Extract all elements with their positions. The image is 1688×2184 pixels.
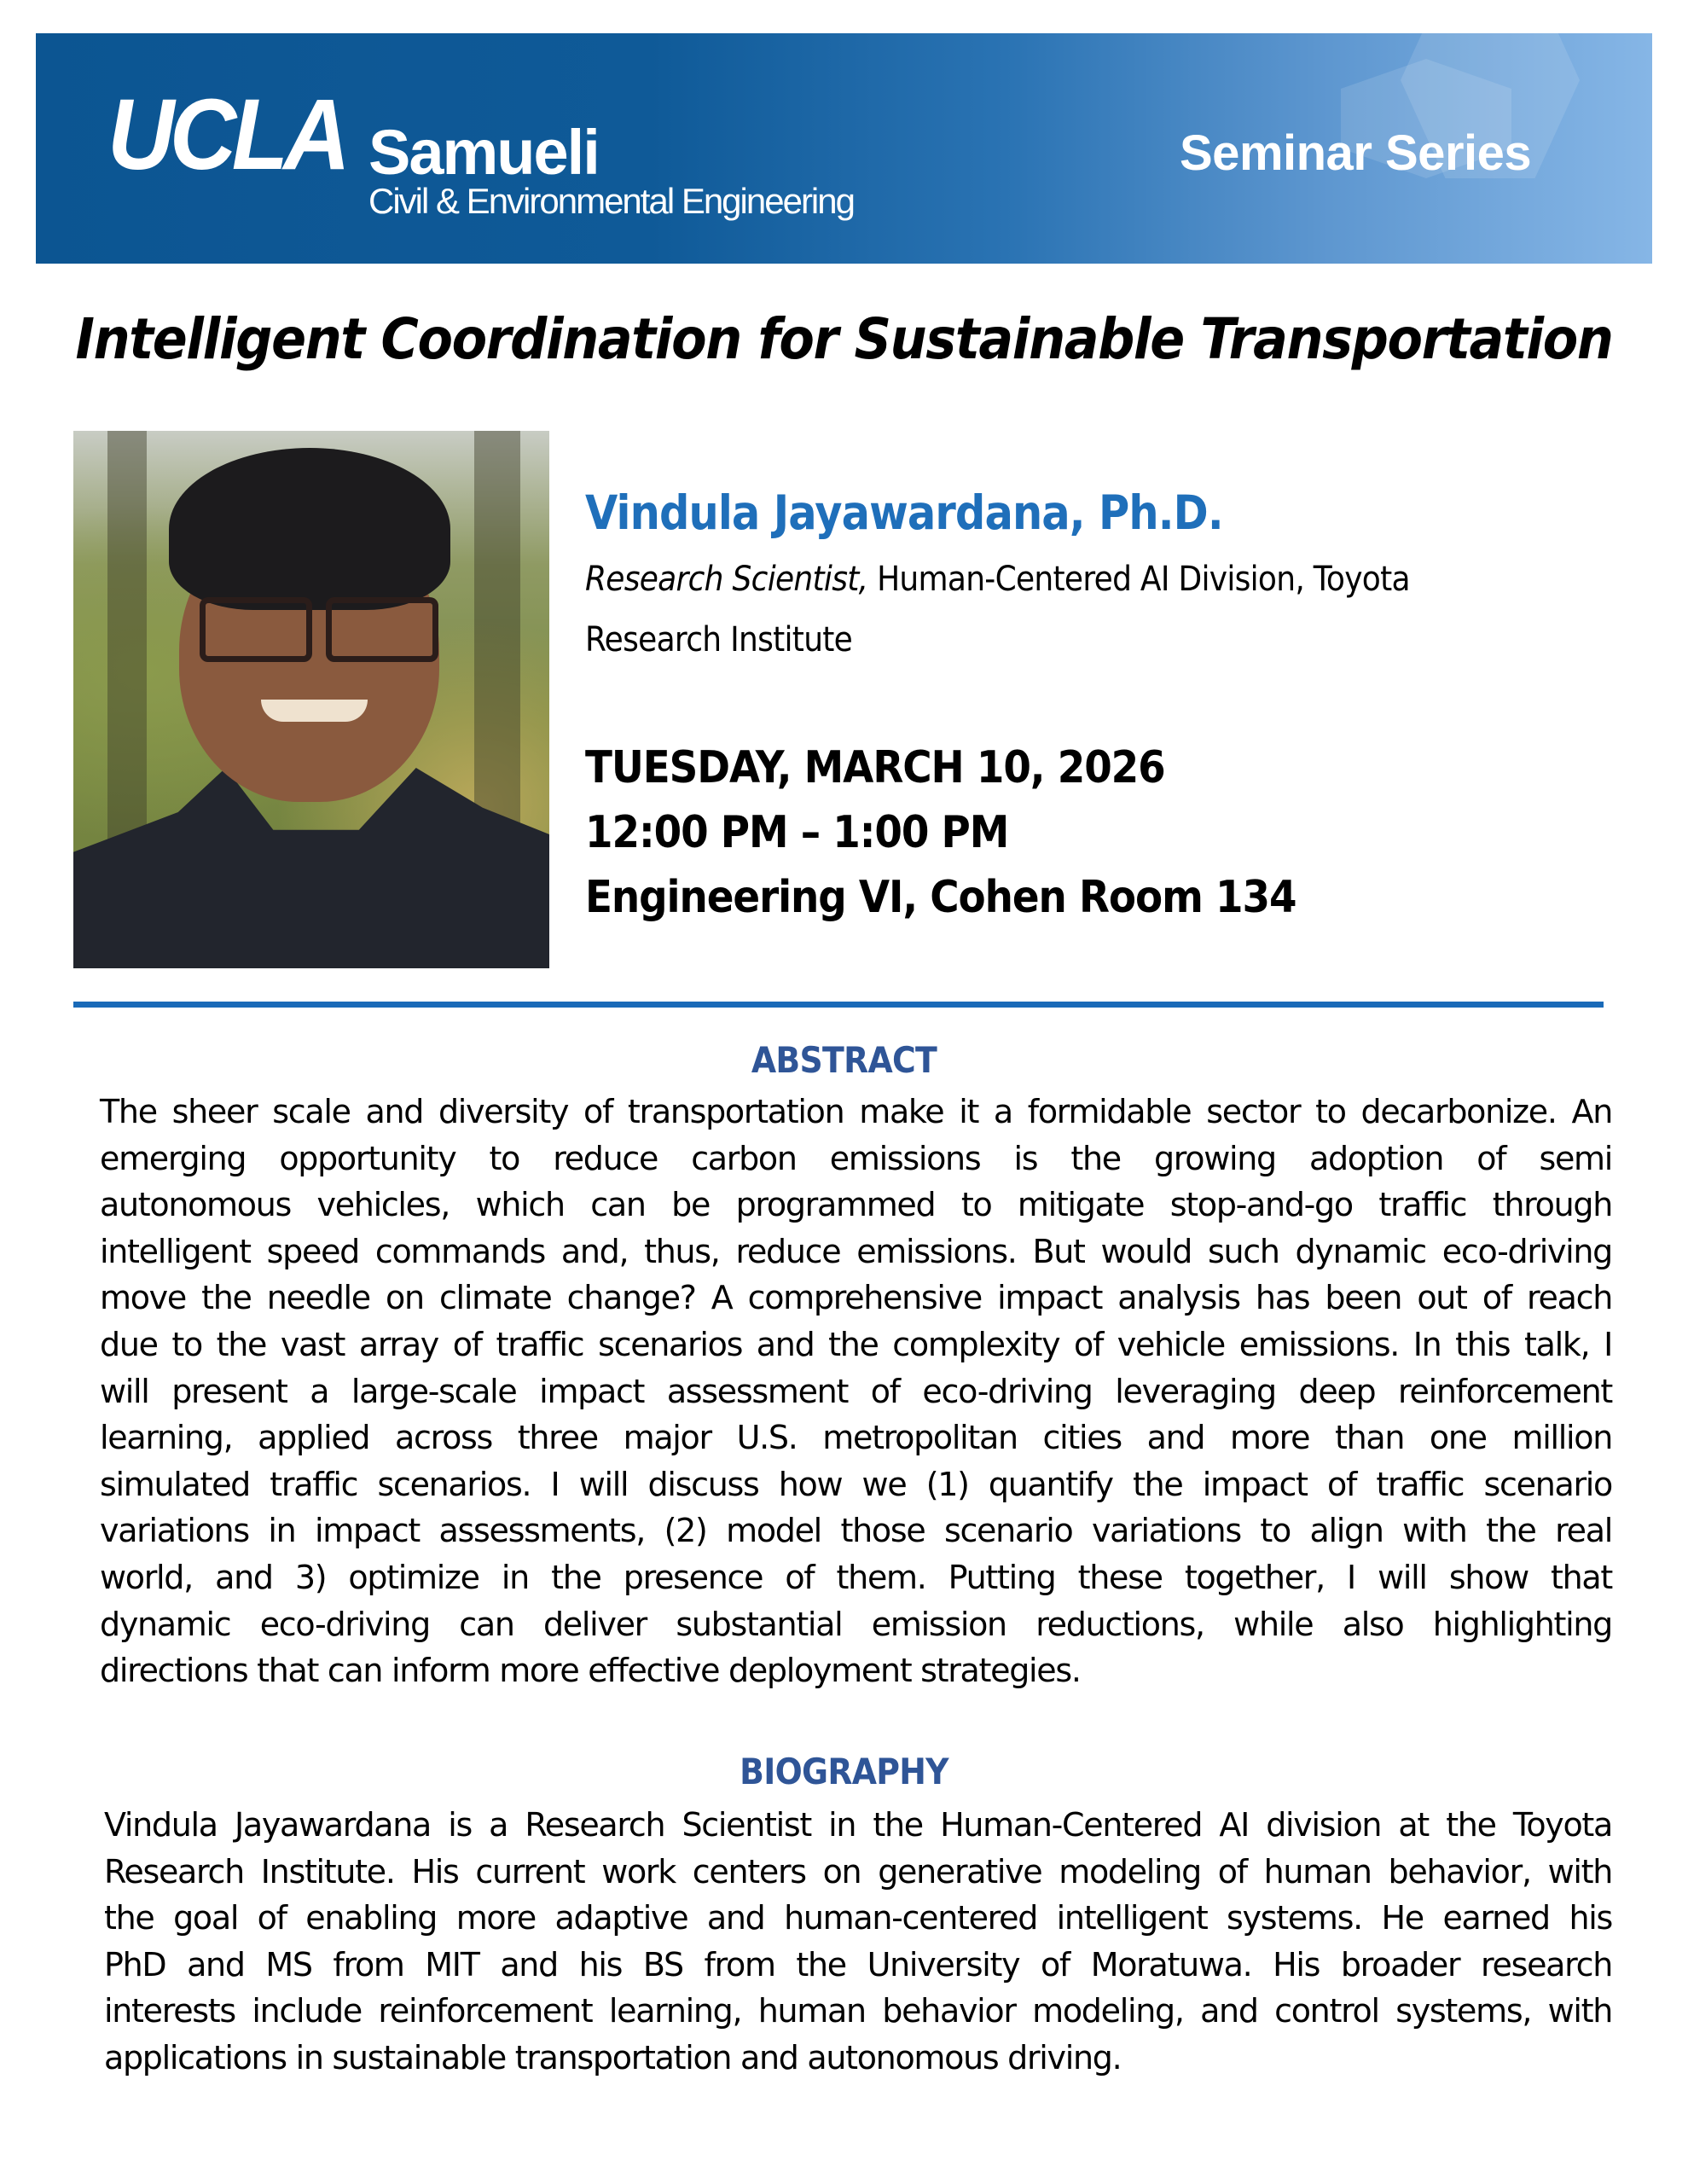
abstract-line: intelligent speed commands and, thus, reduce emissions. But would such dynamic eco-driving: [100, 1232, 1612, 1270]
event-details: [585, 735, 1296, 930]
abstract-heading: ABSTRACT: [751, 1039, 937, 1081]
abstract-line: emerging opportunity to reduce carbon emissions is the growing adoption of semi: [100, 1139, 1612, 1177]
abstract-line: autonomous vehicles, which can be programmed to mitigate stop-and-go traffic through: [100, 1186, 1612, 1224]
speaker-role: Research Scientist,: [585, 560, 868, 599]
abstract-line: simulated traffic scenarios. I will discuss how we (1) quantify the impact of traffic scenario: [100, 1465, 1612, 1503]
biography-line: applications in sustainable transportation and autonomous driving.: [104, 2038, 1122, 2077]
biography-line: Vindula Jayawardana is a Research Scientist in the Human-Centered AI division at the Toyota: [104, 1806, 1612, 1844]
event-date: TUESDAY, MARCH 10, 2026: [585, 742, 1165, 793]
speaker-affiliation-line1: Human-Centered AI Division, Toyota: [867, 560, 1410, 599]
photo-glasses-right: [326, 597, 438, 662]
abstract-text: [100, 1089, 1612, 1694]
abstract-line: learning, applied across three major U.S. metropolitan cities and more than one million: [100, 1419, 1612, 1457]
biography-text: [104, 1802, 1612, 2082]
abstract-line: due to the vast array of traffic scenarios and the complexity of vehicle emissions. In this talk, I: [100, 1325, 1612, 1363]
biography-line: Research Institute. His current work centers on generative modeling of human behavior, with: [104, 1852, 1612, 1891]
abstract-line: dynamic eco-driving can deliver substantial emission reductions, while also highlighting: [100, 1605, 1612, 1643]
photo-glasses-left: [200, 597, 312, 662]
seminar-series-label: Seminar Series: [1180, 125, 1532, 181]
speaker-photo: [73, 431, 549, 968]
biography-heading: BIOGRAPHY: [740, 1751, 948, 1792]
photo-hair: [169, 448, 450, 610]
speaker-affiliation: [585, 549, 1560, 671]
section-divider: [73, 1002, 1604, 1008]
abstract-line: move the needle on climate change? A comprehensive impact analysis has been out of reach: [100, 1279, 1612, 1317]
abstract-line: variations in impact assessments, (2) model those scenario variations to align with the real: [100, 1512, 1612, 1550]
event-time: 12:00 PM – 1:00 PM: [585, 807, 1009, 858]
biography-line: interests include reinforcement learning, human behavior modeling, and control systems, with: [104, 1992, 1612, 2030]
photo-smile: [261, 700, 368, 722]
speaker-name: Vindula Jayawardana, Ph.D.: [585, 485, 1223, 540]
event-location: Engineering VI, Cohen Room 134: [585, 872, 1296, 923]
abstract-line: The sheer scale and diversity of transportation make it a formidable sector to decarbonize. An: [100, 1093, 1612, 1130]
abstract-line: will present a large-scale impact assessment of eco-driving leveraging deep reinforcement: [100, 1372, 1612, 1410]
ucla-logo-text: UCLA: [107, 78, 346, 191]
header-banner: [36, 33, 1652, 264]
samueli-logo-text: Samueli: [368, 117, 599, 188]
biography-line: PhD and MS from MIT and his BS from the University of Moratuwa. His broader research: [104, 1945, 1612, 1984]
abstract-line: world, and 3) optimize in the presence of them. Putting these together, I will show that: [100, 1558, 1612, 1596]
department-name: Civil & Environmental Engineering: [368, 181, 854, 221]
biography-line: the goal of enabling more adaptive and human-centered intelligent systems. He earned his: [104, 1899, 1612, 1937]
abstract-line: directions that can inform more effective deployment strategies.: [100, 1652, 1081, 1690]
speaker-affiliation-line2: Research Institute: [585, 620, 853, 659]
talk-title: Intelligent Coordination for Sustainable Transportation: [75, 306, 1613, 372]
